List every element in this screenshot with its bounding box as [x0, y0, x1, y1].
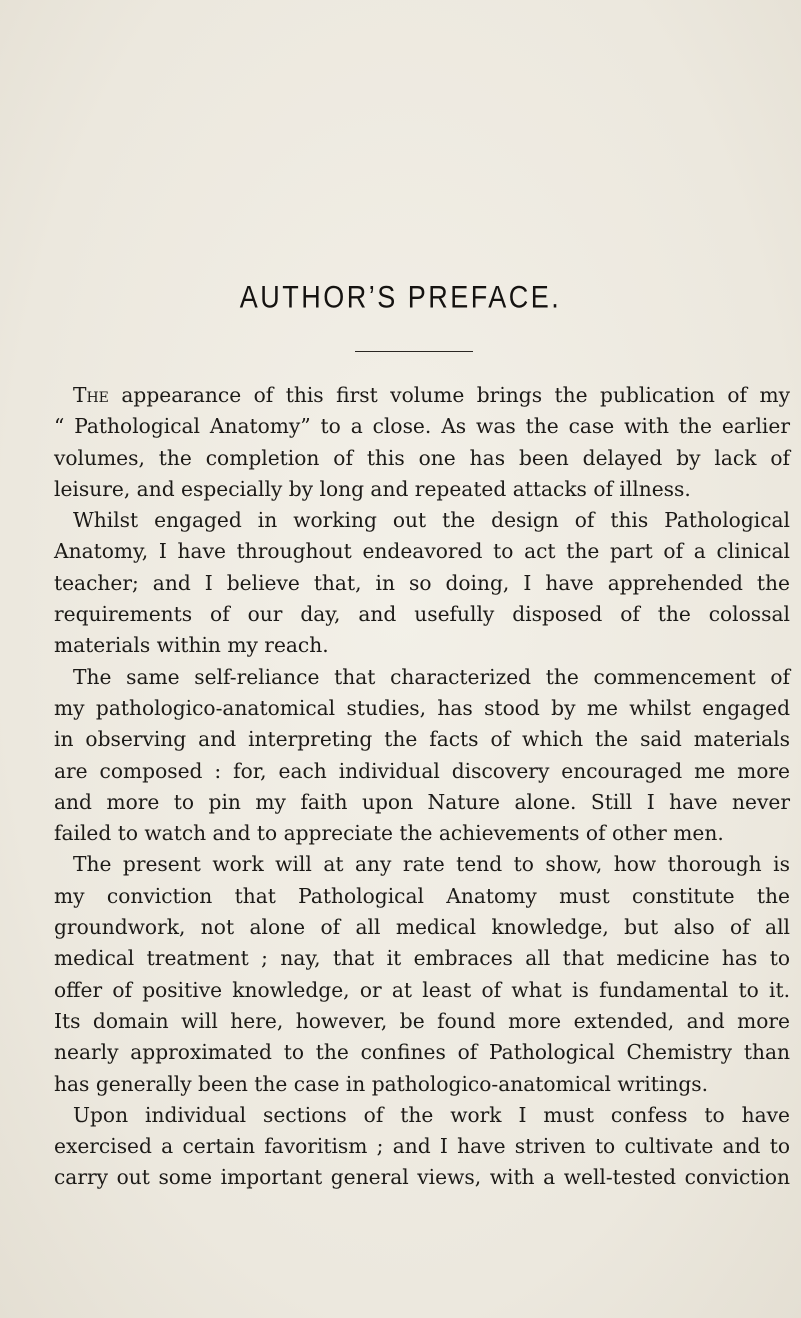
page-title: AUTHOR’S PREFACE.	[239, 279, 562, 315]
text-line: has generally been the case in pathologico-anatomical writings.	[54, 1071, 709, 1096]
text-line: offer of positive knowledge, or at least of what is fundamental to it.	[54, 977, 790, 1002]
text-line: medical treatment ; nay, that it embraces all that medicine has to	[54, 946, 790, 971]
text-line: materials within my reach.	[54, 633, 329, 658]
preface-text	[54, 380, 790, 1194]
text-line: volumes, the completion of this one has been delayed by lack of	[54, 445, 790, 470]
paragraph	[54, 380, 790, 505]
text-line: teacher; and I believe that, in so doing, I have apprehended the	[54, 570, 790, 595]
text-line: my pathologico-anatomical studies, has stood by me whilst engaged	[54, 695, 790, 720]
opening-word: The	[73, 383, 109, 407]
text-line	[54, 380, 790, 411]
text-line: exercised a certain favoritism ; and I have striven to cultivate and to	[54, 1134, 790, 1159]
text-line: Anatomy, I have throughout endeavored to act the part of a clinical	[54, 539, 790, 564]
text-line: groundwork, not alone of all medical knowledge, but also of all	[54, 915, 790, 940]
text-line: “ Pathological Anatomy” to a close. As was the case with the earlier	[54, 414, 790, 439]
title-rule	[355, 351, 473, 352]
text-line: are composed : for, each individual discovery encouraged me more	[54, 758, 790, 783]
text-line: in observing and interpreting the facts of which the said materials	[54, 727, 790, 752]
text-line: Upon individual sections of the work I must confess to have	[73, 1102, 790, 1127]
text-line: The present work will at any rate tend to show, how thorough is	[73, 852, 790, 877]
paragraph	[54, 505, 790, 661]
paragraph	[54, 1100, 790, 1194]
text-line: leisure, and especially by long and repeated attacks of illness.	[54, 476, 691, 501]
line-text: appearance of this first volume brings the publication of my	[108, 383, 790, 407]
text-line: and more to pin my faith upon Nature alone. Still I have never	[54, 789, 790, 814]
text-line: my conviction that Pathological Anatomy must constitute the	[54, 883, 790, 908]
text-line: Whilst engaged in working out the design of this Pathological	[73, 508, 790, 533]
text-line: Its domain will here, however, be found more extended, and more	[54, 1008, 790, 1033]
paragraph	[54, 662, 790, 850]
text-line: carry out some important general views, with a well-tested conviction	[54, 1165, 790, 1190]
paragraph	[54, 849, 790, 1099]
text-line: failed to watch and to appreciate the achievements of other men.	[54, 821, 724, 846]
text-line: nearly approximated to the confines of Pathological Chemistry than	[54, 1040, 790, 1065]
text-line: The same self-reliance that characterized the commencement of	[73, 664, 790, 689]
text-line: requirements of our day, and usefully disposed of the colossal	[54, 602, 790, 627]
